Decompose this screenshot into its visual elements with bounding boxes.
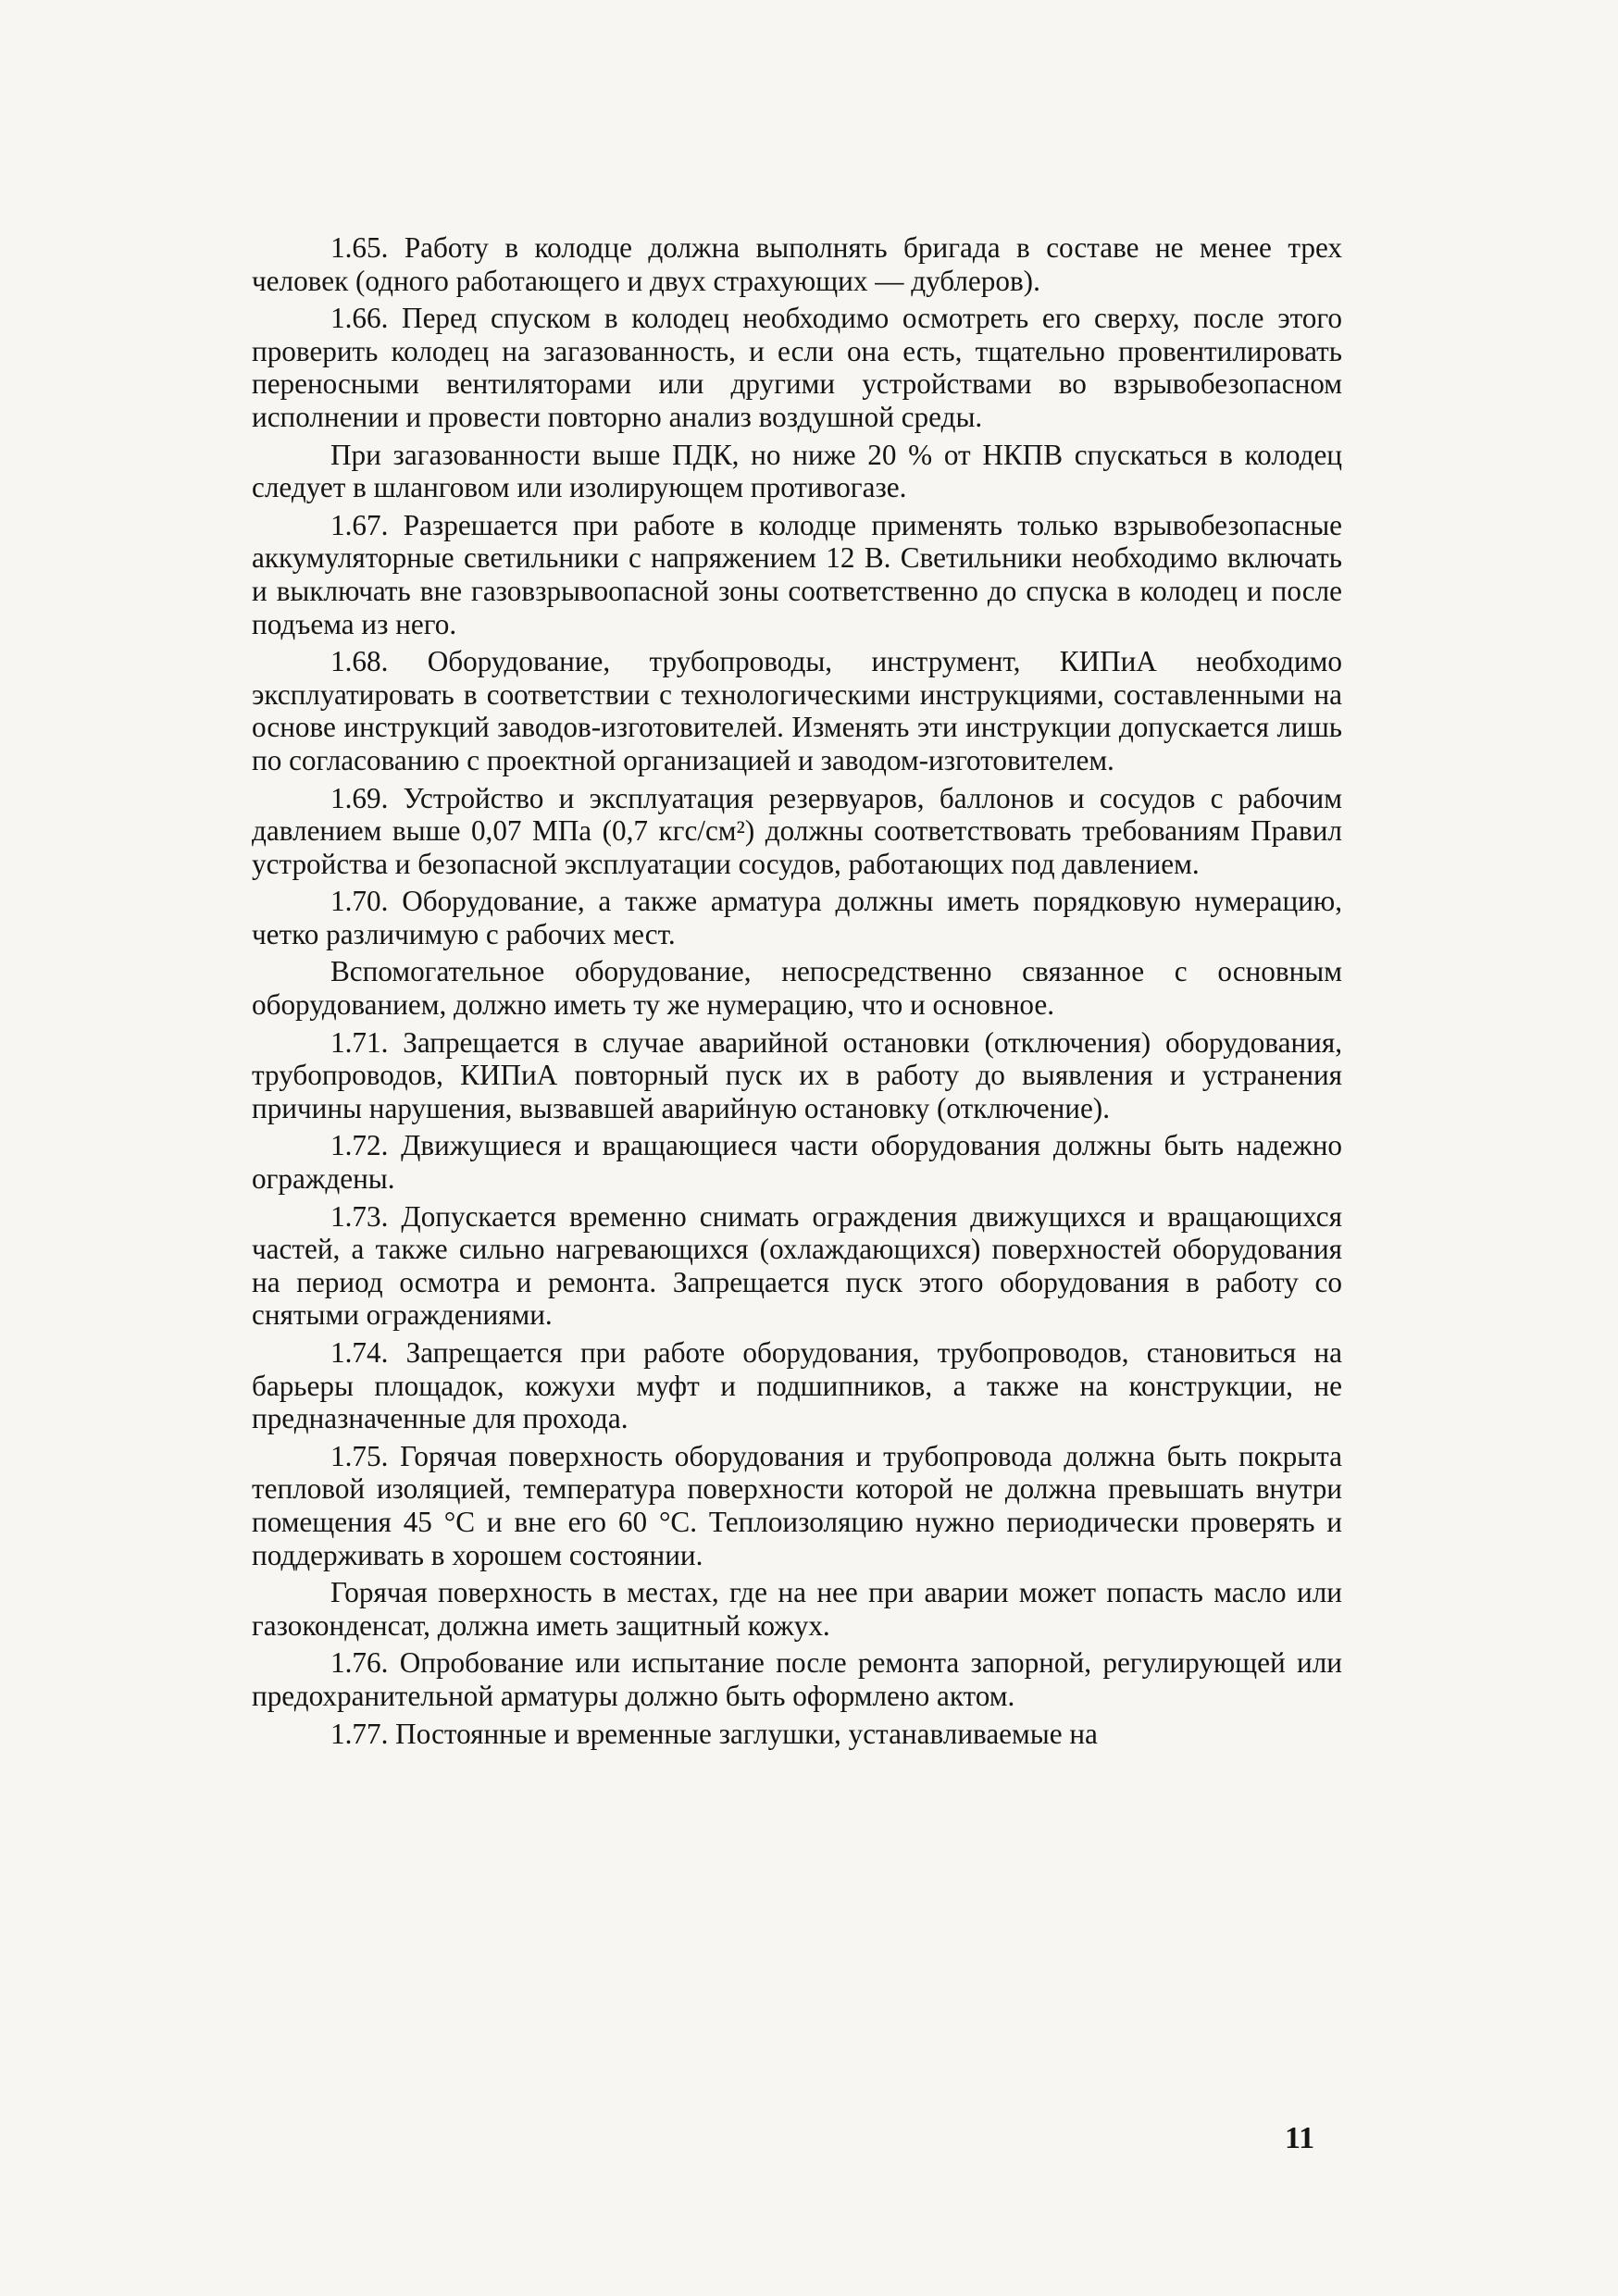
paragraph-1-71: 1.71. Запрещается в случае аварийной остановки (отключения) оборудования, трубопроводов, КИПиА повторный пуск их в работу до выявления и устранения причины нарушения, вызвавшей аварийную остановку (отключение). bbox=[252, 1025, 1342, 1124]
paragraph-1-75-continued: Горячая поверхность в местах, где на нее при аварии может попасть масло или газоконденсат, должна иметь защитный кожух. bbox=[252, 1576, 1342, 1642]
document-body bbox=[252, 231, 1342, 1755]
paragraph-1-66-continued: При загазованности выше ПДК, но ниже 20 % от НКПВ спускаться в колодец следует в шланговом или изолирующем противогазе. bbox=[252, 438, 1342, 504]
paragraph-1-68: 1.68. Оборудование, трубопроводы, инструмент, КИПиА необходимо эксплуатировать в соответствии с технологическими инструкциями, составленными на основе инструкций заводов-изготовителей. Изменять эти инструкции допускается лишь по согласованию с проектной организацией и заводом-изготовителем. bbox=[252, 645, 1342, 776]
paragraph-1-76: 1.76. Опробование или испытание после ремонта запорной, регулирующей или предохранительной арматуры должно быть оформлено актом. bbox=[252, 1646, 1342, 1712]
paragraph-1-65: 1.65. Работу в колодце должна выполнять бригада в составе не менее трех человек (одного работающего и двух страхующих — дублеров). bbox=[252, 231, 1342, 297]
paragraph-1-67: 1.67. Разрешается при работе в колодце применять только взрывобезопасные аккумуляторные светильники с напряжением 12 В. Светильники необходимо включать и выключать вне газовзрывоопасной зоны соответственно до спуска в колодец и после подъема из него. bbox=[252, 508, 1342, 640]
paragraph-1-69: 1.69. Устройство и эксплуатация резервуаров, баллонов и сосудов с рабочим давлением выше 0,07 МПа (0,7 кгс/см²) должны соответствовать требованиям Правил устройства и безопасной эксплуатации сосудов, работающих под давлением. bbox=[252, 781, 1342, 880]
paragraph-1-77: 1.77. Постоянные и временные заглушки, устанавливаемые на bbox=[330, 1717, 1098, 1750]
paragraph-1-74: 1.74. Запрещается при работе оборудования, трубопроводов, становиться на барьеры площадок, кожухи муфт и подшипников, а также на конструкции, не предназначенные для прохода. bbox=[252, 1336, 1342, 1435]
paragraph-1-75: 1.75. Горячая поверхность оборудования и трубопровода должна быть покрыта тепловой изоляцией, температура поверхности которой не должна превышать внутри помещения 45 °С и вне его 60 °С. Теплоизоляцию нужно периодически проверять и поддерживать в хорошем состоянии. bbox=[252, 1439, 1342, 1571]
paragraph-1-66: 1.66. Перед спуском в колодец необходимо осмотреть его сверху, после этого проверить колодец на загазованность, и если она есть, тщательно провентилировать переносными вентиляторами или другими устройствами во взрывобезопасном исполнении и провести повторно анализ воздушной среды. bbox=[252, 302, 1342, 433]
paragraph-1-72: 1.72. Движущиеся и вращающиеся части оборудования должны быть надежно ограждены. bbox=[252, 1129, 1342, 1196]
paragraph-1-70-continued: Вспомогательное оборудование, непосредственно связанное с основным оборудованием, должно иметь ту же нумерацию, что и основное. bbox=[252, 955, 1342, 1022]
paragraph-1-73: 1.73. Допускается временно снимать ограждения движущихся и вращающихся частей, а также сильно нагревающихся (охлаждающихся) поверхностей оборудования на период осмотра и ремонта. Запрещается пуск этого оборудования в работу со снятыми ограждениями. bbox=[252, 1199, 1342, 1332]
paragraph-1-70: 1.70. Оборудование, а также арматура должны иметь порядковую нумерацию, четко различимую с рабочих мест. bbox=[252, 885, 1342, 950]
page-number: 11 bbox=[1285, 2121, 1315, 2155]
